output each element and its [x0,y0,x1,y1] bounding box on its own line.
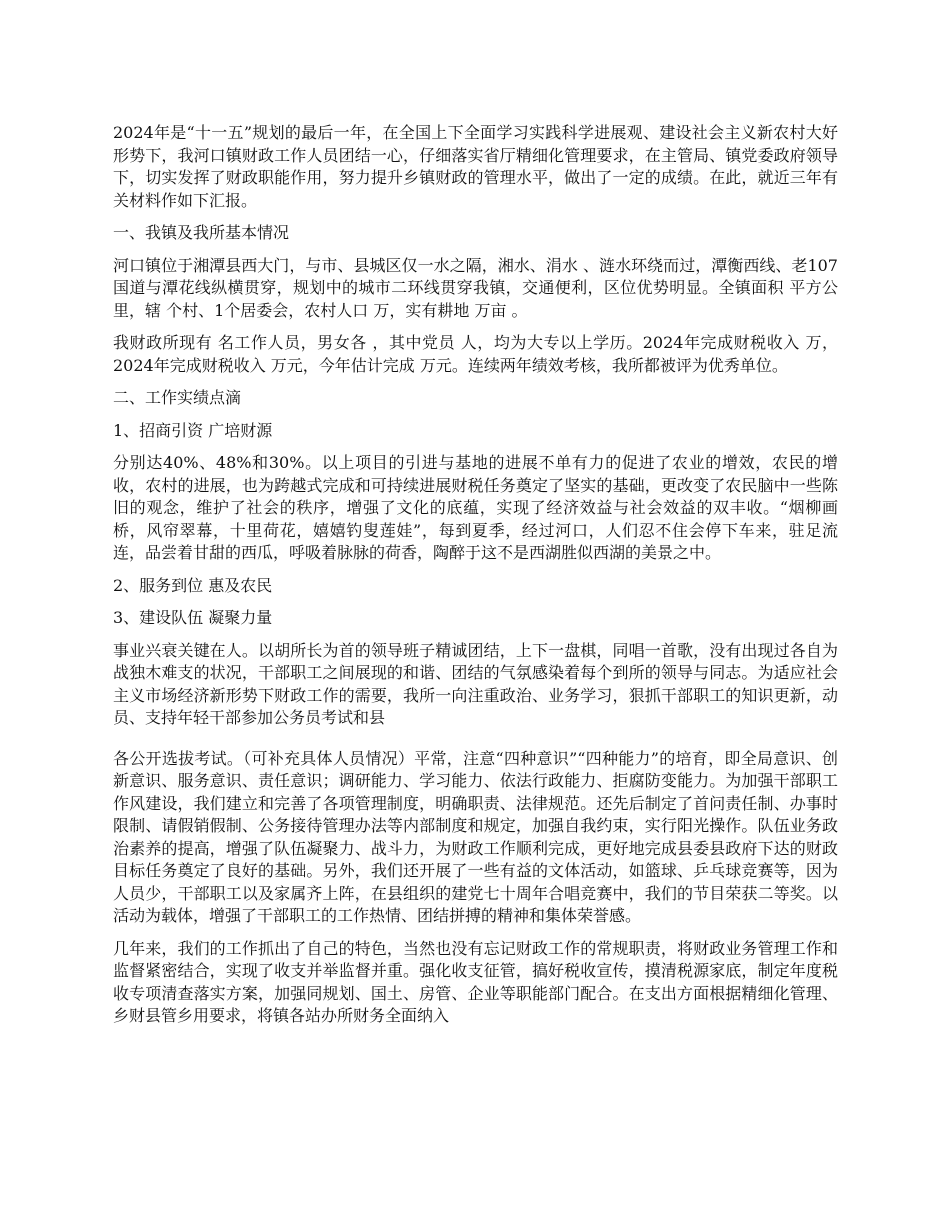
investment-paragraph: 分别达40%、48%和30%。以上项目的引进与基地的进展不单有力的促进了农业的增效，农民的增收，农村的进展，也为跨越式完成和可持续进展财税任务奠定了坚实的基础，更改变了农民脑中一些陈旧的观念，维护了社会的秩序，增强了文化的底蕴，实现了经济效益与社会效益的双丰收。“烟柳画桥，风帘翠幕，十里荷花，嬉嬉钓叟莲娃”，每到夏季，经过河口，人们忍不住会停下车来，驻足流连，品尝着甘甜的西瓜，呼吸着脉脉的荷香，陶醉于这不是西湖胜似西湖的美景之中。 [113,453,838,562]
section-heading-achievements: 二、工作实绩点滴 [113,388,242,407]
document-body [113,122,838,1038]
finance-office-paragraph: 我财政所现有 名工作人员，男女各 ，其中党员 人，均为大专以上学历。2024年完成财税收入 万，2024年完成财税收入 万元，今年估计完成 万元。连续两年绩效考核，我所都被评为优秀单位。 [113,333,838,375]
team-paragraph: 事业兴衰关键在人。以胡所长为首的领导班子精诚团结，上下一盘棋，同唱一首歌，没有出现过各自为战独木难支的状况，干部职工之间展现的和谐、团结的气氛感染着每个到所的领导与同志。为适应社会主义市场经济新形势下财政工作的需要，我所一向注重政治、业务学习，狠抓干部职工的知识更新，动员、支持年轻干部参加公务员考试和县 [113,640,838,727]
subheading-team: 3、建设队伍 凝聚力量 [113,608,273,627]
town-overview-paragraph: 河口镇位于湘潭县西大门，与市、县城区仅一水之隔，湘水、涓水 、涟水环绕而过，潭衡西线、老107国道与潭花线纵横贯穿，规划中的城市二环线贯穿我镇，交通便利，区位优势明显。全镇面积 平方公里，辖 个村、1个居委会，农村人口 万，实有耕地 万亩 。 [113,255,838,320]
subheading-service: 2、服务到位 惠及农民 [113,575,273,595]
team-continued-paragraph: 各公开选拔考试。（可补充具体人员情况）平常，注意“四种意识”“四种能力”的培育，即全局意识、创新意识、服务意识、责任意识；调研能力、学习能力、依法行政能力、拒腐防变能力。为加强干部职工作风建设，我们建立和完善了各项管理制度，明确职责、法律规范。还先后制定了首问责任制、办事时限制、请假销假制、公务接待管理办法等内部制度和规定，加强自我约束，实行阳光操作。队伍业务政治素养的提高，增强了队伍凝聚力、战斗力，为财政工作顺利完成，更好地完成县委县政府下达的财政目标任务奠定了良好的基础。另外，我们还开展了一些有益的文体活动，如篮球、乒乓球竞赛等，因为人员少，干部职工以及家属齐上阵，在县组织的建党七十周年合唱竞赛中，我们的节目荣获二等奖。以活动为载体，增强了干部职工的工作热情、团结拼搏的精神和集体荣誉感。 [113,748,838,925]
intro-paragraph: 2024年是“十一五”规划的最后一年，在全国上下全面学习实践科学进展观、建设社会主义新农村大好形势下，我河口镇财政工作人员团结一心，仔细落实省厅精细化管理要求，在主管局、镇党委政府领导下，切实发挥了财政职能作用，努力提升乡镇财政的管理水平，做出了一定的成绩。在此，就近三年有关材料作如下汇报。 [113,123,838,210]
subheading-investment: 1、招商引资 广培财源 [113,420,273,440]
section-heading-basic-info: 一、我镇及我所基本情况 [113,223,290,242]
regular-duties-paragraph: 几年来，我们的工作抓出了自己的特色，当然也没有忘记财政工作的常规职责，将财政业务管理工作和监督紧密结合，实现了收支并举监督并重。强化收支征管，搞好税收宣传，摸清税源家底，制定年度税收专项清查落实方案，加强同规划、国土、房管、企业等职能部门配合。在支出方面根据精细化管理、乡财县管乡用要求，将镇各站办所财务全面纳入 [113,938,838,1025]
